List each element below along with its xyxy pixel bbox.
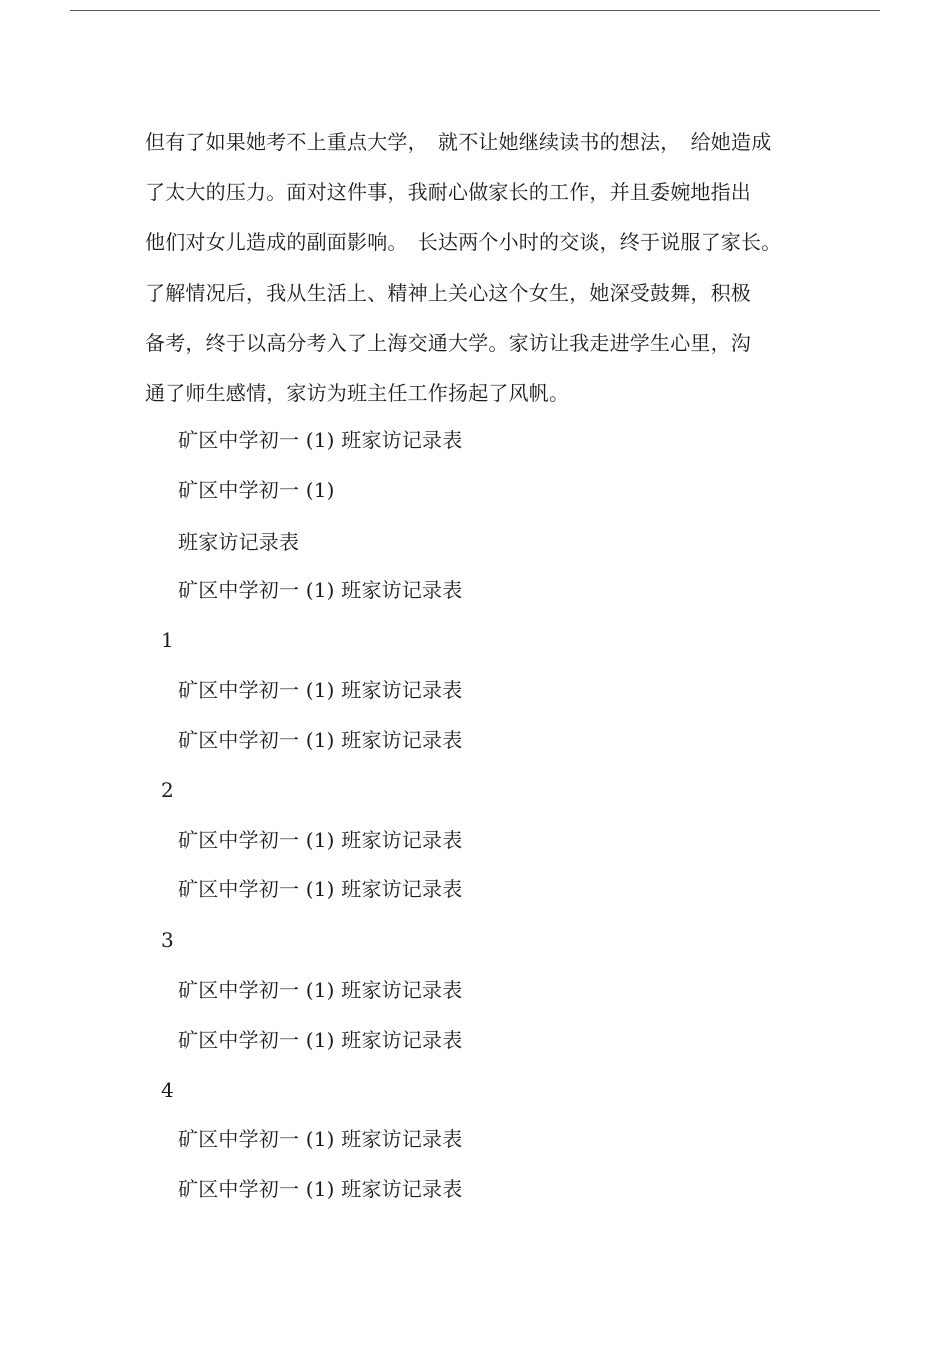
header-rule (70, 10, 880, 11)
record-title: 矿区中学初一 (1) 班家访记录表 (178, 728, 463, 752)
paragraph-line: 但有了如果她考不上重点大学， 就不让她继续读书的想法， 给她造成 (145, 130, 772, 154)
record-title: 矿区中学初一 (1) 班家访记录表 (178, 1177, 463, 1201)
paragraph-line: 了太大的压力。面对这件事，我耐心做家长的工作，并且委婉地指出 (145, 180, 751, 204)
record-number: 4 (161, 1078, 174, 1102)
record-title: 矿区中学初一 (1) 班家访记录表 (178, 877, 463, 901)
record-title-part: 班家访记录表 (178, 530, 300, 554)
paragraph-line: 通了师生感情，家访为班主任工作扬起了风帆。 (145, 381, 570, 405)
record-title: 矿区中学初一 (1) 班家访记录表 (178, 678, 463, 702)
record-title: 矿区中学初一 (1) 班家访记录表 (178, 578, 463, 602)
record-number: 1 (161, 628, 174, 652)
paragraph-line: 备考，终于以高分考入了上海交通大学。家访让我走进学生心里，沟 (145, 331, 751, 355)
record-title: 矿区中学初一 (1) 班家访记录表 (178, 1028, 463, 1052)
record-title: 矿区中学初一 (1) 班家访记录表 (178, 1127, 463, 1151)
record-title: 矿区中学初一 (1) 班家访记录表 (178, 978, 463, 1002)
record-title-part: 矿区中学初一 (1) (178, 478, 335, 502)
paragraph-line: 他们对女儿造成的副面影响。 长达两个小时的交谈，终于说服了家长。 (145, 230, 782, 254)
record-title: 矿区中学初一 (1) 班家访记录表 (178, 428, 463, 452)
paragraph-line: 了解情况后，我从生活上、精神上关心这个女生，她深受鼓舞，积极 (145, 281, 751, 305)
record-title: 矿区中学初一 (1) 班家访记录表 (178, 828, 463, 852)
record-number: 2 (161, 778, 174, 802)
record-number: 3 (161, 928, 174, 952)
